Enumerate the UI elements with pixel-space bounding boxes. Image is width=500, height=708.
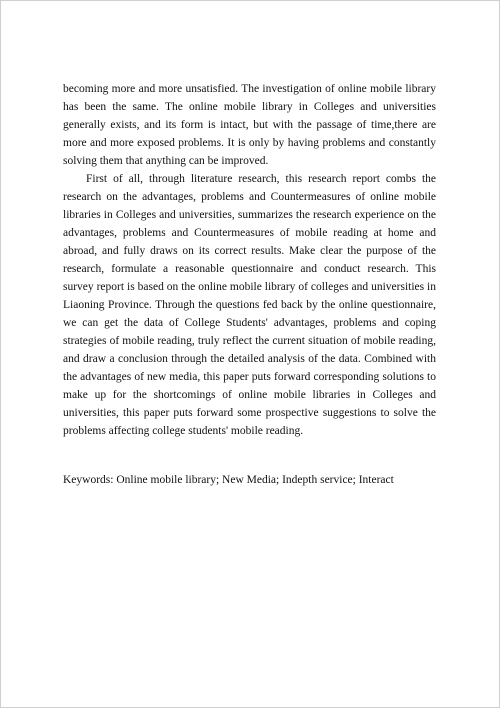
keywords-line: Keywords: Online mobile library; New Media; Indepth service; Interact [63, 474, 394, 486]
abstract-paragraph-continued: becoming more and more unsatisfied. The investigation of online mobile library has been the same. The online mobile library in Colleges and universities generally exists, and its form is intact, but with the passage of time,there are more and more exposed problems. It is only by having problems and constantly solving them that anything can be improved. [63, 83, 436, 167]
abstract-paragraph-main: First of all, through literature research, this research report combs the research on the advantages, problems and Countermeasures of online mobile libraries in Colleges and universities, summarizes the research experience on the advantages, problems and Countermeasures of mobile reading at home and abroad, and fully draws on its correct results. Make clear the purpose of the research, formulate a reasonable questionnaire and conduct research. This survey report is based on the online mobile library of colleges and universities in Liaoning Province. Through the questions fed back by the online questionnaire, we can get the data of College Students' advantages, problems and coping strategies of mobile reading, truly reflect the current situation of mobile reading, and draw a conclusion through the detailed analysis of the data. Combined with the advantages of new media, this paper puts forward corresponding solutions to make up for the shortcomings of online mobile libraries in Colleges and universities, this paper puts forward some prospective suggestions to solve the problems affecting college students' mobile reading. [63, 173, 436, 437]
abstract-body [63, 80, 436, 440]
